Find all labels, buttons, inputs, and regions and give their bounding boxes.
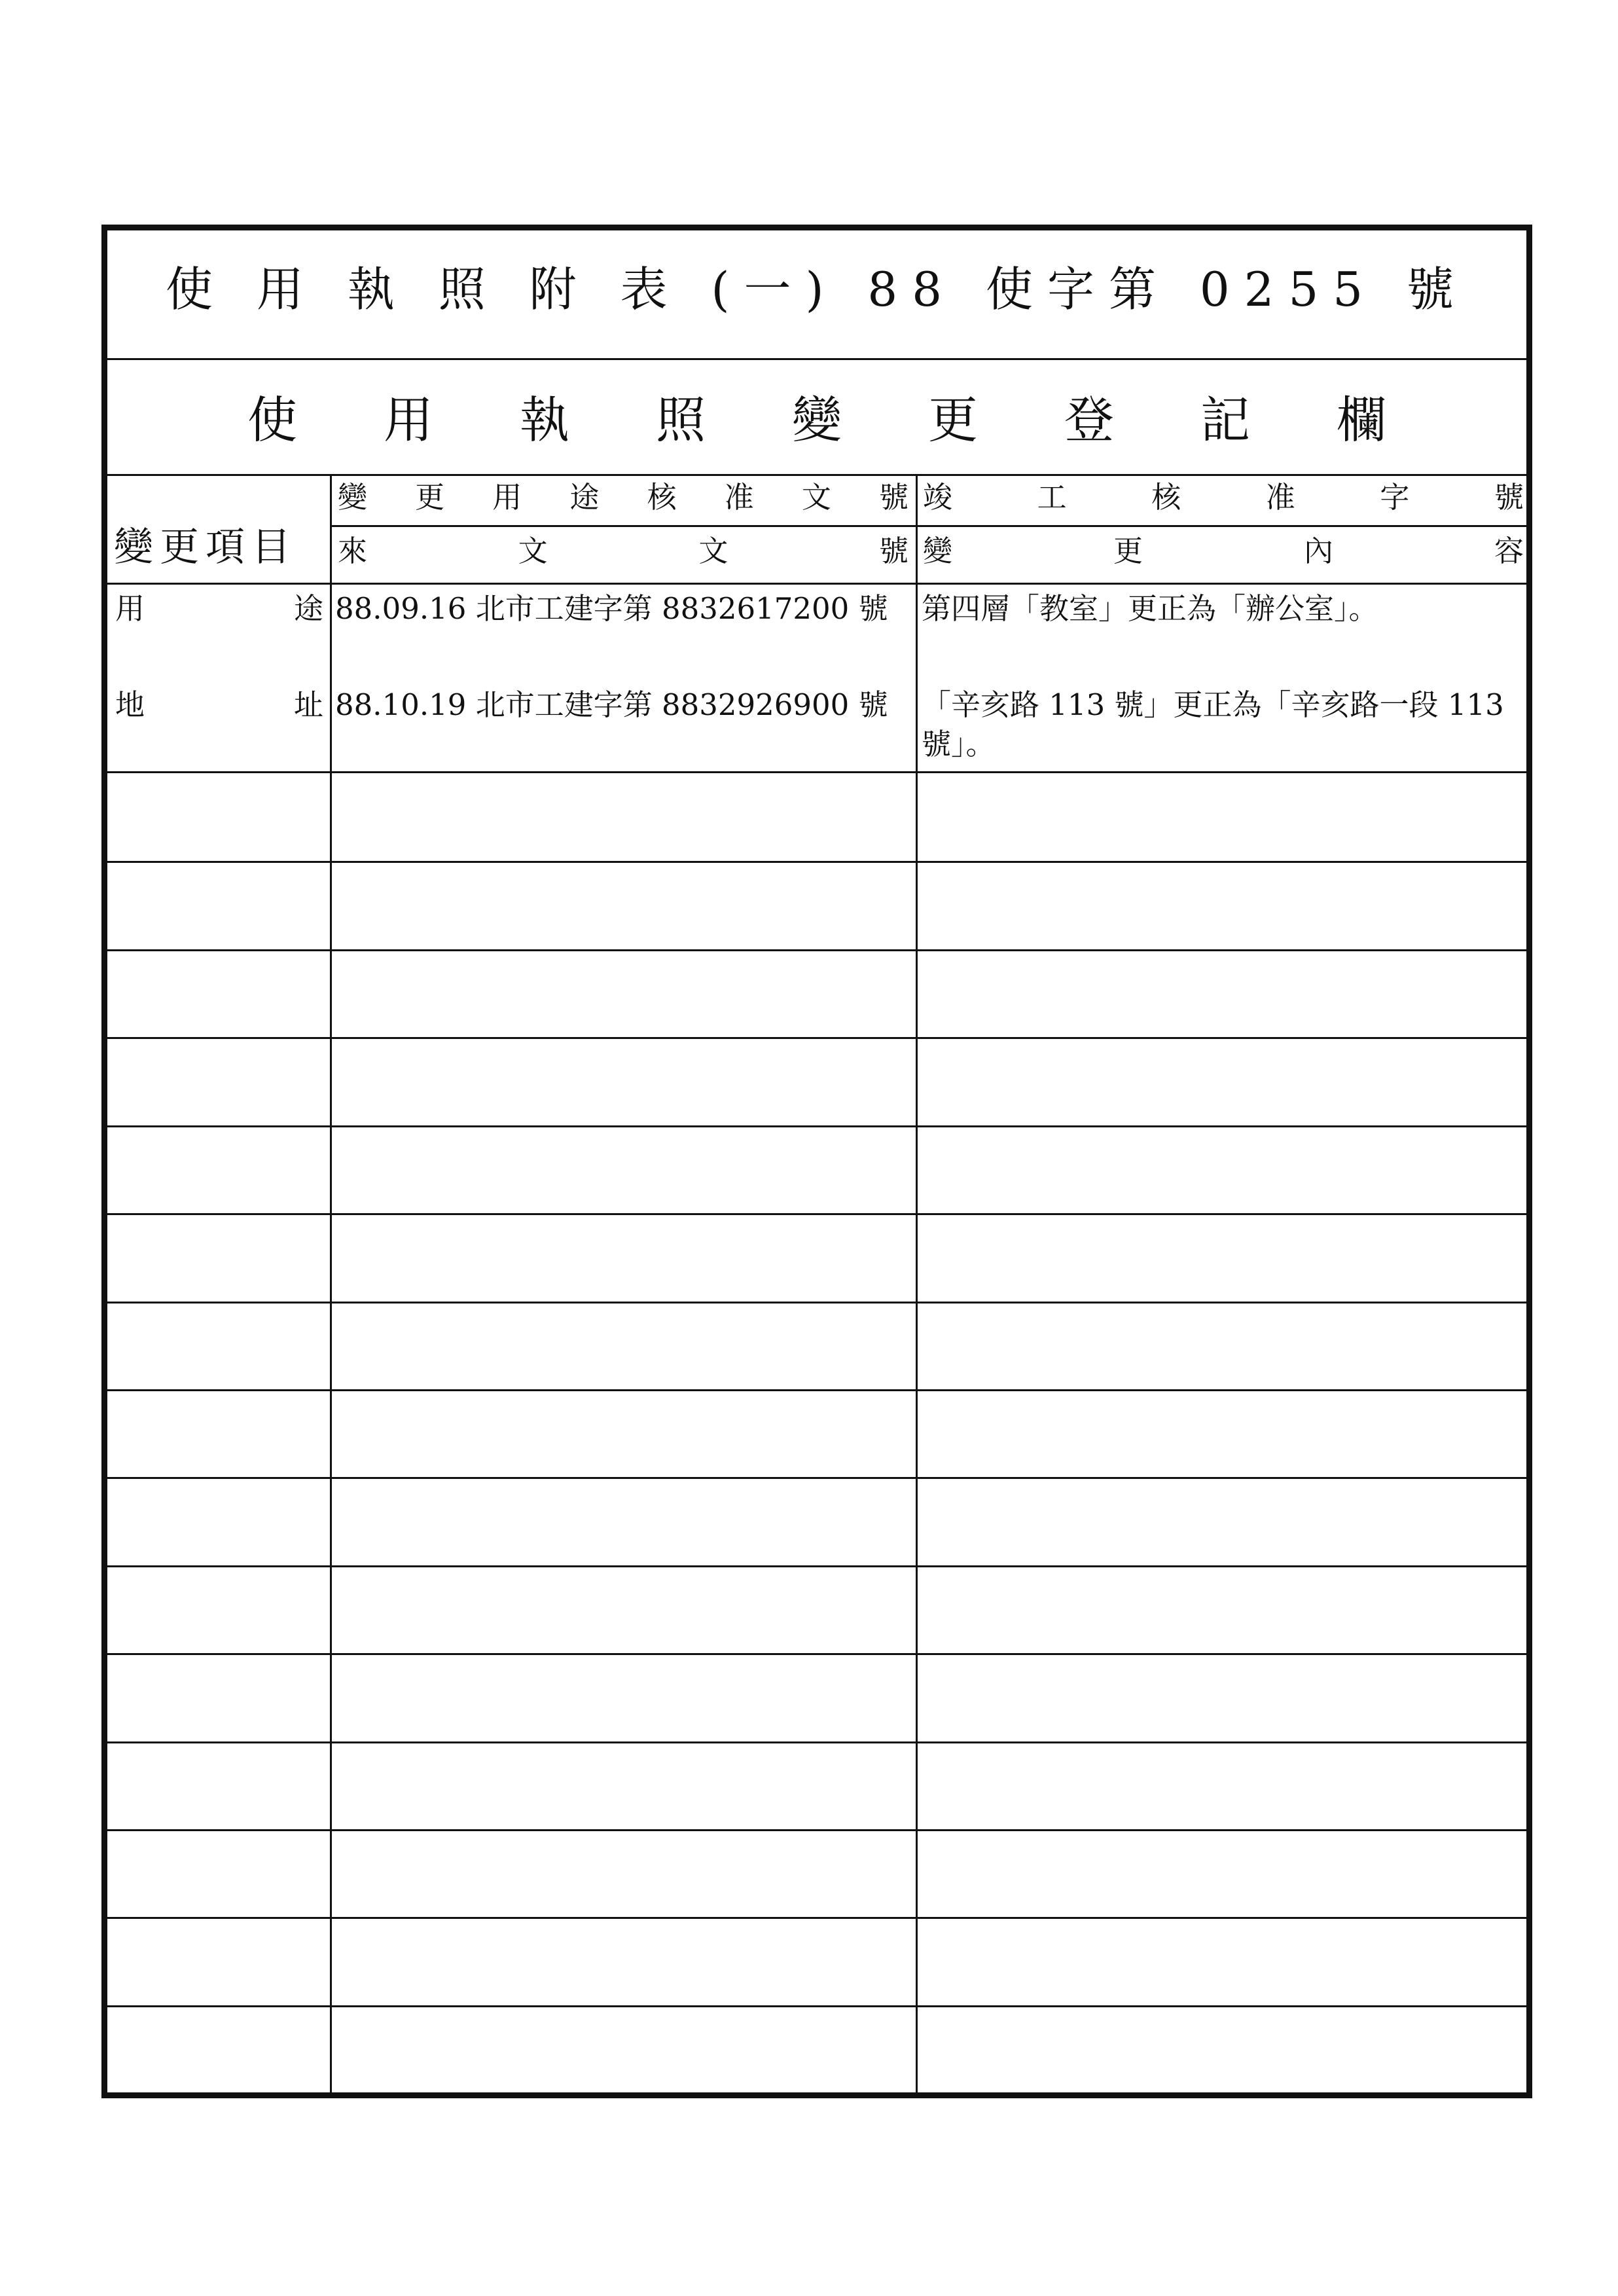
- header-incoming-doc: 來 文 文 號: [338, 534, 908, 568]
- table-row: [107, 1213, 1526, 1215]
- row-item-address: 地 址: [115, 687, 323, 722]
- table-row: [107, 1302, 1526, 1303]
- table-row: [107, 1565, 1526, 1567]
- form-title: 使 用 執 照 附 表 (一) 88 使字第 0255 號: [166, 262, 1468, 317]
- table-row: [107, 1917, 1526, 1919]
- form-subtitle: 使用執照變更登記欄: [247, 391, 1473, 449]
- table-row: [107, 949, 1526, 951]
- divider: [107, 358, 1526, 360]
- divider: [107, 583, 1526, 585]
- row-item-usage: 用 途: [115, 591, 323, 626]
- table-row: [107, 1829, 1526, 1831]
- column-divider: [916, 474, 918, 2092]
- header-change-content: 變 更 內 容: [923, 534, 1524, 568]
- registration-form: [101, 225, 1532, 2098]
- row-doc-number: 88.09.16 北市工建字第 8832617200 號: [335, 591, 888, 626]
- table-row: [107, 1125, 1526, 1127]
- table-row: [107, 1653, 1526, 1655]
- header-usage-change-approval: 變 更 用 途 核 准 文 號: [338, 480, 908, 515]
- table-row: [107, 1037, 1526, 1039]
- row-change-content: 「辛亥路 113 號」更正為「辛亥路一段 113 號」。: [922, 687, 1504, 761]
- header-completion-approval: 竣 工 核 准 字 號: [923, 480, 1524, 515]
- divider: [330, 525, 1526, 527]
- table-row: [107, 861, 1526, 863]
- table-row: [107, 2005, 1526, 2007]
- header-change-item: 變更項目: [114, 524, 297, 570]
- divider: [107, 771, 1526, 773]
- row-change-content: 第四層「教室」更正為「辦公室」。: [922, 591, 1378, 626]
- table-row: [107, 1477, 1526, 1479]
- column-divider: [330, 474, 332, 2092]
- divider: [107, 474, 1526, 476]
- table-row: [107, 1741, 1526, 1743]
- table-row: [107, 1389, 1526, 1391]
- row-doc-number: 88.10.19 北市工建字第 8832926900 號: [335, 687, 888, 722]
